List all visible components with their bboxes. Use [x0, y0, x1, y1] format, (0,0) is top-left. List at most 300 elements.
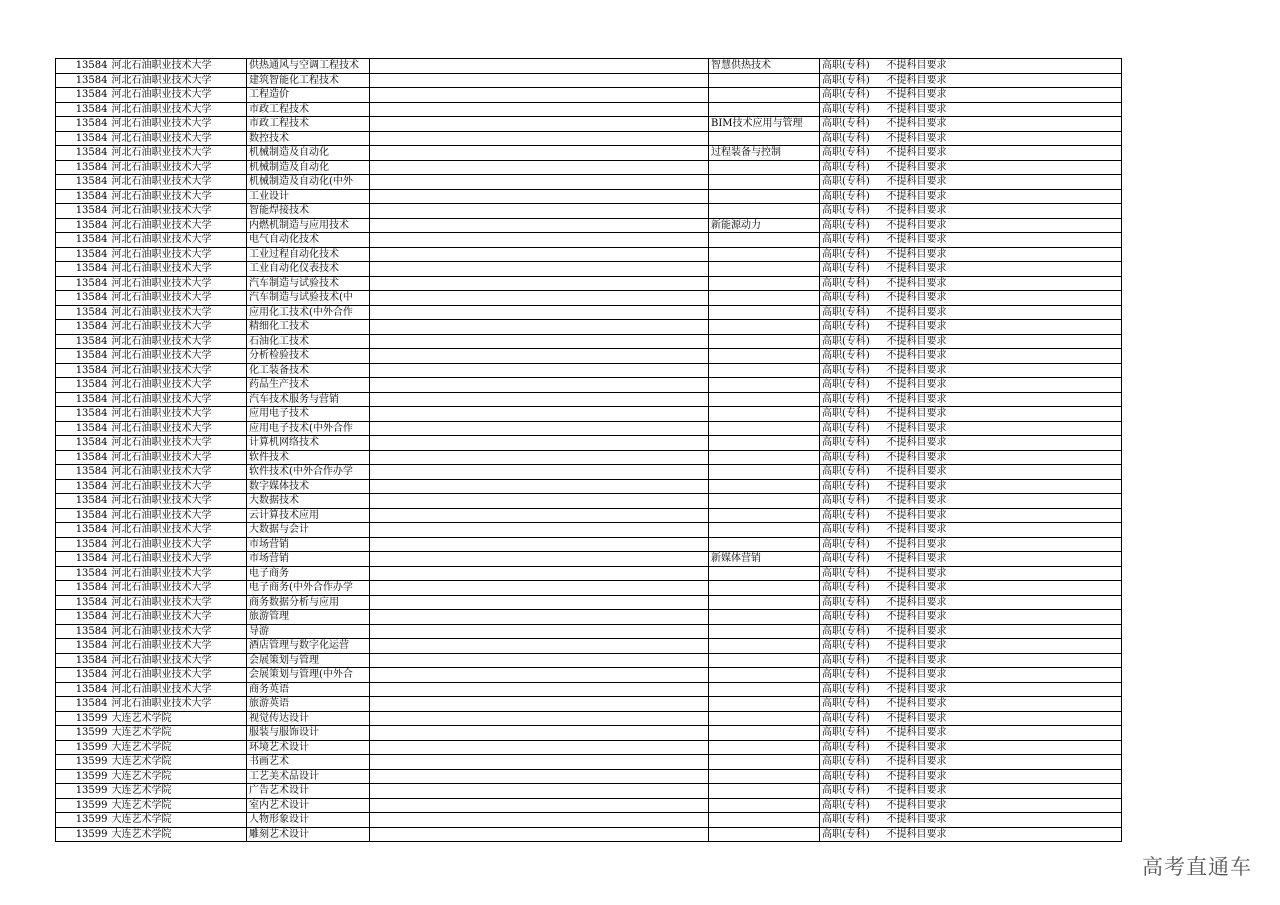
school-code-cell: 13584	[56, 305, 110, 320]
major-name-cell: 书画艺术	[247, 755, 370, 770]
direction-cell	[709, 131, 820, 146]
table-row	[56, 624, 1122, 639]
direction-cell	[709, 305, 820, 320]
remark-cell	[370, 581, 709, 596]
remark-cell	[370, 218, 709, 233]
subject-requirement-cell: 不提科目要求	[885, 450, 1122, 465]
school-code-cell: 13584	[56, 88, 110, 103]
subject-requirement-cell: 不提科目要求	[885, 813, 1122, 828]
school-code-cell: 13599	[56, 784, 110, 799]
subject-requirement-cell: 不提科目要求	[885, 363, 1122, 378]
major-name-cell: 工业自动化仪表技术	[247, 262, 370, 277]
direction-cell	[709, 291, 820, 306]
major-name-cell: 工艺美术品设计	[247, 769, 370, 784]
table-row	[56, 784, 1122, 799]
school-name-cell: 河北石油职业技术大学	[110, 566, 247, 581]
direction-cell	[709, 755, 820, 770]
subject-requirement-cell: 不提科目要求	[885, 479, 1122, 494]
school-name-cell: 河北石油职业技术大学	[110, 117, 247, 132]
level-cell: 高职(专科)	[820, 204, 885, 219]
remark-cell	[370, 740, 709, 755]
level-cell: 高职(专科)	[820, 784, 885, 799]
remark-cell	[370, 392, 709, 407]
school-code-cell: 13584	[56, 537, 110, 552]
major-name-cell: 旅游英语	[247, 697, 370, 712]
major-name-cell: 会展策划与管理	[247, 653, 370, 668]
major-name-cell: 应用电子技术(中外合作	[247, 421, 370, 436]
table-row	[56, 537, 1122, 552]
major-name-cell: 应用化工技术(中外合作	[247, 305, 370, 320]
table-row	[56, 479, 1122, 494]
school-name-cell: 河北石油职业技术大学	[110, 102, 247, 117]
table-row	[56, 247, 1122, 262]
school-code-cell: 13584	[56, 508, 110, 523]
direction-cell	[709, 595, 820, 610]
remark-cell	[370, 349, 709, 364]
level-cell: 高职(专科)	[820, 624, 885, 639]
level-cell: 高职(专科)	[820, 218, 885, 233]
school-code-cell: 13584	[56, 682, 110, 697]
subject-requirement-cell: 不提科目要求	[885, 378, 1122, 393]
major-name-cell: 人物形象设计	[247, 813, 370, 828]
major-name-cell: 药品生产技术	[247, 378, 370, 393]
major-name-cell: 云计算技术应用	[247, 508, 370, 523]
level-cell: 高职(专科)	[820, 798, 885, 813]
major-name-cell: 石油化工技术	[247, 334, 370, 349]
school-code-cell: 13599	[56, 755, 110, 770]
table-row	[56, 813, 1122, 828]
school-code-cell: 13584	[56, 392, 110, 407]
school-code-cell: 13599	[56, 769, 110, 784]
school-code-cell: 13584	[56, 131, 110, 146]
table-row	[56, 291, 1122, 306]
remark-cell	[370, 494, 709, 509]
school-code-cell: 13599	[56, 726, 110, 741]
level-cell: 高职(专科)	[820, 494, 885, 509]
subject-requirement-cell: 不提科目要求	[885, 711, 1122, 726]
remark-cell	[370, 59, 709, 74]
table-row	[56, 233, 1122, 248]
remark-cell	[370, 537, 709, 552]
school-code-cell: 13584	[56, 102, 110, 117]
remark-cell	[370, 726, 709, 741]
remark-cell	[370, 697, 709, 712]
school-code-cell: 13584	[56, 697, 110, 712]
direction-cell	[709, 175, 820, 190]
school-code-cell: 13584	[56, 465, 110, 480]
major-name-cell: 雕刻艺术设计	[247, 827, 370, 842]
direction-cell: 新媒体营销	[709, 552, 820, 567]
subject-requirement-cell: 不提科目要求	[885, 494, 1122, 509]
table-row	[56, 378, 1122, 393]
level-cell: 高职(专科)	[820, 233, 885, 248]
school-code-cell: 13584	[56, 262, 110, 277]
direction-cell	[709, 624, 820, 639]
major-name-cell: 汽车制造与试验技术(中	[247, 291, 370, 306]
direction-cell	[709, 479, 820, 494]
table-row	[56, 320, 1122, 335]
major-name-cell: 电子商务	[247, 566, 370, 581]
school-code-cell: 13584	[56, 668, 110, 683]
level-cell: 高职(专科)	[820, 305, 885, 320]
table-row	[56, 204, 1122, 219]
direction-cell	[709, 711, 820, 726]
remark-cell	[370, 436, 709, 451]
table-row	[56, 668, 1122, 683]
direction-cell	[709, 363, 820, 378]
admission-table	[55, 58, 1122, 842]
subject-requirement-cell: 不提科目要求	[885, 117, 1122, 132]
table-row	[56, 523, 1122, 538]
table-row	[56, 595, 1122, 610]
direction-cell	[709, 73, 820, 88]
school-name-cell: 河北石油职业技术大学	[110, 668, 247, 683]
subject-requirement-cell: 不提科目要求	[885, 407, 1122, 422]
remark-cell	[370, 320, 709, 335]
level-cell: 高职(专科)	[820, 827, 885, 842]
school-name-cell: 河北石油职业技术大学	[110, 436, 247, 451]
table-row	[56, 610, 1122, 625]
level-cell: 高职(专科)	[820, 131, 885, 146]
table-row	[56, 450, 1122, 465]
subject-requirement-cell: 不提科目要求	[885, 320, 1122, 335]
subject-requirement-cell: 不提科目要求	[885, 59, 1122, 74]
remark-cell	[370, 813, 709, 828]
subject-requirement-cell: 不提科目要求	[885, 291, 1122, 306]
school-name-cell: 河北石油职业技术大学	[110, 146, 247, 161]
school-name-cell: 河北石油职业技术大学	[110, 653, 247, 668]
major-name-cell: 精细化工技术	[247, 320, 370, 335]
school-code-cell: 13599	[56, 740, 110, 755]
major-name-cell: 机械制造及自动化	[247, 160, 370, 175]
school-code-cell: 13584	[56, 639, 110, 654]
school-name-cell: 河北石油职业技术大学	[110, 610, 247, 625]
level-cell: 高职(专科)	[820, 88, 885, 103]
school-name-cell: 河北石油职业技术大学	[110, 624, 247, 639]
level-cell: 高职(专科)	[820, 682, 885, 697]
school-name-cell: 河北石油职业技术大学	[110, 276, 247, 291]
major-name-cell: 视觉传达设计	[247, 711, 370, 726]
direction-cell	[709, 276, 820, 291]
school-name-cell: 河北石油职业技术大学	[110, 639, 247, 654]
school-code-cell: 13584	[56, 146, 110, 161]
direction-cell	[709, 610, 820, 625]
school-name-cell: 河北石油职业技术大学	[110, 421, 247, 436]
remark-cell	[370, 639, 709, 654]
school-name-cell: 河北石油职业技术大学	[110, 247, 247, 262]
table-row	[56, 581, 1122, 596]
direction-cell	[709, 204, 820, 219]
school-name-cell: 大连艺术学院	[110, 798, 247, 813]
table-row	[56, 160, 1122, 175]
direction-cell	[709, 581, 820, 596]
remark-cell	[370, 247, 709, 262]
school-code-cell: 13599	[56, 798, 110, 813]
subject-requirement-cell: 不提科目要求	[885, 247, 1122, 262]
remark-cell	[370, 769, 709, 784]
remark-cell	[370, 653, 709, 668]
school-name-cell: 河北石油职业技术大学	[110, 175, 247, 190]
major-name-cell: 服装与服饰设计	[247, 726, 370, 741]
school-code-cell: 13584	[56, 334, 110, 349]
remark-cell	[370, 102, 709, 117]
major-name-cell: 酒店管理与数字化运营	[247, 639, 370, 654]
school-name-cell: 河北石油职业技术大学	[110, 552, 247, 567]
direction-cell	[709, 349, 820, 364]
remark-cell	[370, 552, 709, 567]
subject-requirement-cell: 不提科目要求	[885, 204, 1122, 219]
school-code-cell: 13584	[56, 276, 110, 291]
level-cell: 高职(专科)	[820, 334, 885, 349]
school-code-cell: 13584	[56, 175, 110, 190]
major-name-cell: 商务数据分析与应用	[247, 595, 370, 610]
table-row	[56, 711, 1122, 726]
subject-requirement-cell: 不提科目要求	[885, 160, 1122, 175]
direction-cell	[709, 827, 820, 842]
direction-cell	[709, 639, 820, 654]
direction-cell	[709, 784, 820, 799]
direction-cell	[709, 697, 820, 712]
remark-cell	[370, 610, 709, 625]
school-code-cell: 13584	[56, 421, 110, 436]
major-name-cell: 大数据技术	[247, 494, 370, 509]
direction-cell	[709, 233, 820, 248]
school-code-cell: 13584	[56, 247, 110, 262]
school-code-cell: 13584	[56, 552, 110, 567]
level-cell: 高职(专科)	[820, 262, 885, 277]
school-name-cell: 河北石油职业技术大学	[110, 465, 247, 480]
subject-requirement-cell: 不提科目要求	[885, 798, 1122, 813]
direction-cell	[709, 769, 820, 784]
school-code-cell: 13599	[56, 813, 110, 828]
watermark-logo: 高考直通车	[1142, 855, 1252, 879]
remark-cell	[370, 595, 709, 610]
school-code-cell: 13584	[56, 291, 110, 306]
subject-requirement-cell: 不提科目要求	[885, 421, 1122, 436]
level-cell: 高职(专科)	[820, 436, 885, 451]
major-name-cell: 供热通风与空调工程技术	[247, 59, 370, 74]
remark-cell	[370, 378, 709, 393]
school-code-cell: 13584	[56, 407, 110, 422]
remark-cell	[370, 624, 709, 639]
subject-requirement-cell: 不提科目要求	[885, 189, 1122, 204]
direction-cell	[709, 160, 820, 175]
table-row	[56, 131, 1122, 146]
subject-requirement-cell: 不提科目要求	[885, 233, 1122, 248]
table-row	[56, 697, 1122, 712]
major-name-cell: 汽车制造与试验技术	[247, 276, 370, 291]
school-name-cell: 河北石油职业技术大学	[110, 73, 247, 88]
level-cell: 高职(专科)	[820, 479, 885, 494]
table-row	[56, 262, 1122, 277]
level-cell: 高职(专科)	[820, 407, 885, 422]
table-row	[56, 392, 1122, 407]
remark-cell	[370, 508, 709, 523]
major-name-cell: 数控技术	[247, 131, 370, 146]
major-name-cell: 分析检验技术	[247, 349, 370, 364]
direction-cell	[709, 798, 820, 813]
school-name-cell: 河北石油职业技术大学	[110, 218, 247, 233]
level-cell: 高职(专科)	[820, 508, 885, 523]
school-code-cell: 13584	[56, 494, 110, 509]
level-cell: 高职(专科)	[820, 581, 885, 596]
school-name-cell: 河北石油职业技术大学	[110, 59, 247, 74]
subject-requirement-cell: 不提科目要求	[885, 436, 1122, 451]
school-code-cell: 13584	[56, 566, 110, 581]
remark-cell	[370, 131, 709, 146]
subject-requirement-cell: 不提科目要求	[885, 624, 1122, 639]
subject-requirement-cell: 不提科目要求	[885, 653, 1122, 668]
table-row	[56, 146, 1122, 161]
table-row	[56, 102, 1122, 117]
school-name-cell: 河北石油职业技术大学	[110, 233, 247, 248]
school-name-cell: 河北石油职业技术大学	[110, 204, 247, 219]
level-cell: 高职(专科)	[820, 175, 885, 190]
subject-requirement-cell: 不提科目要求	[885, 334, 1122, 349]
major-name-cell: 市政工程技术	[247, 117, 370, 132]
school-name-cell: 大连艺术学院	[110, 711, 247, 726]
direction-cell	[709, 247, 820, 262]
school-code-cell: 13599	[56, 711, 110, 726]
school-name-cell: 河北石油职业技术大学	[110, 88, 247, 103]
table-row	[56, 175, 1122, 190]
school-code-cell: 13584	[56, 479, 110, 494]
major-name-cell: 商务英语	[247, 682, 370, 697]
school-code-cell: 13584	[56, 581, 110, 596]
table-row	[56, 755, 1122, 770]
level-cell: 高职(专科)	[820, 378, 885, 393]
school-name-cell: 河北石油职业技术大学	[110, 479, 247, 494]
major-name-cell: 导游	[247, 624, 370, 639]
school-name-cell: 河北石油职业技术大学	[110, 450, 247, 465]
table-row	[56, 508, 1122, 523]
school-code-cell: 13584	[56, 160, 110, 175]
direction-cell	[709, 378, 820, 393]
subject-requirement-cell: 不提科目要求	[885, 639, 1122, 654]
school-name-cell: 河北石油职业技术大学	[110, 305, 247, 320]
level-cell: 高职(专科)	[820, 711, 885, 726]
remark-cell	[370, 305, 709, 320]
direction-cell	[709, 508, 820, 523]
school-code-cell: 13584	[56, 204, 110, 219]
school-name-cell: 河北石油职业技术大学	[110, 363, 247, 378]
major-name-cell: 室内艺术设计	[247, 798, 370, 813]
school-name-cell: 河北石油职业技术大学	[110, 407, 247, 422]
remark-cell	[370, 160, 709, 175]
major-name-cell: 市场营销	[247, 537, 370, 552]
school-name-cell: 河北石油职业技术大学	[110, 508, 247, 523]
level-cell: 高职(专科)	[820, 755, 885, 770]
school-code-cell: 13584	[56, 117, 110, 132]
school-name-cell: 河北石油职业技术大学	[110, 595, 247, 610]
level-cell: 高职(专科)	[820, 537, 885, 552]
school-name-cell: 大连艺术学院	[110, 813, 247, 828]
school-name-cell: 大连艺术学院	[110, 726, 247, 741]
remark-cell	[370, 784, 709, 799]
school-name-cell: 河北石油职业技术大学	[110, 334, 247, 349]
direction-cell	[709, 465, 820, 480]
school-code-cell: 13584	[56, 624, 110, 639]
major-name-cell: 工程造价	[247, 88, 370, 103]
remark-cell	[370, 73, 709, 88]
school-code-cell: 13584	[56, 349, 110, 364]
direction-cell	[709, 566, 820, 581]
level-cell: 高职(专科)	[820, 117, 885, 132]
remark-cell	[370, 117, 709, 132]
major-name-cell: 工业设计	[247, 189, 370, 204]
remark-cell	[370, 407, 709, 422]
subject-requirement-cell: 不提科目要求	[885, 537, 1122, 552]
major-name-cell: 内燃机制造与应用技术	[247, 218, 370, 233]
major-name-cell: 广告艺术设计	[247, 784, 370, 799]
table-row	[56, 726, 1122, 741]
table-row	[56, 740, 1122, 755]
school-code-cell: 13584	[56, 450, 110, 465]
remark-cell	[370, 711, 709, 726]
level-cell: 高职(专科)	[820, 653, 885, 668]
table-row	[56, 682, 1122, 697]
major-name-cell: 机械制造及自动化	[247, 146, 370, 161]
subject-requirement-cell: 不提科目要求	[885, 552, 1122, 567]
table-row	[56, 798, 1122, 813]
remark-cell	[370, 755, 709, 770]
direction-cell	[709, 421, 820, 436]
level-cell: 高职(专科)	[820, 523, 885, 538]
direction-cell	[709, 682, 820, 697]
direction-cell	[709, 813, 820, 828]
direction-cell	[709, 523, 820, 538]
subject-requirement-cell: 不提科目要求	[885, 305, 1122, 320]
major-name-cell: 市政工程技术	[247, 102, 370, 117]
table-row	[56, 305, 1122, 320]
subject-requirement-cell: 不提科目要求	[885, 827, 1122, 842]
remark-cell	[370, 276, 709, 291]
subject-requirement-cell: 不提科目要求	[885, 392, 1122, 407]
subject-requirement-cell: 不提科目要求	[885, 784, 1122, 799]
subject-requirement-cell: 不提科目要求	[885, 131, 1122, 146]
level-cell: 高职(专科)	[820, 595, 885, 610]
remark-cell	[370, 465, 709, 480]
remark-cell	[370, 682, 709, 697]
direction-cell	[709, 653, 820, 668]
major-name-cell: 软件技术	[247, 450, 370, 465]
remark-cell	[370, 450, 709, 465]
school-code-cell: 13584	[56, 189, 110, 204]
school-name-cell: 河北石油职业技术大学	[110, 262, 247, 277]
major-name-cell: 电气自动化技术	[247, 233, 370, 248]
major-name-cell: 旅游管理	[247, 610, 370, 625]
direction-cell	[709, 407, 820, 422]
school-code-cell: 13584	[56, 436, 110, 451]
level-cell: 高职(专科)	[820, 740, 885, 755]
school-code-cell: 13584	[56, 595, 110, 610]
direction-cell	[709, 537, 820, 552]
direction-cell	[709, 320, 820, 335]
major-name-cell: 数字媒体技术	[247, 479, 370, 494]
subject-requirement-cell: 不提科目要求	[885, 175, 1122, 190]
major-name-cell: 市场营销	[247, 552, 370, 567]
direction-cell: BIM技术应用与管理	[709, 117, 820, 132]
major-name-cell: 建筑智能化工程技术	[247, 73, 370, 88]
major-name-cell: 计算机网络技术	[247, 436, 370, 451]
direction-cell	[709, 436, 820, 451]
remark-cell	[370, 204, 709, 219]
direction-cell	[709, 189, 820, 204]
remark-cell	[370, 668, 709, 683]
remark-cell	[370, 262, 709, 277]
level-cell: 高职(专科)	[820, 566, 885, 581]
level-cell: 高职(专科)	[820, 697, 885, 712]
